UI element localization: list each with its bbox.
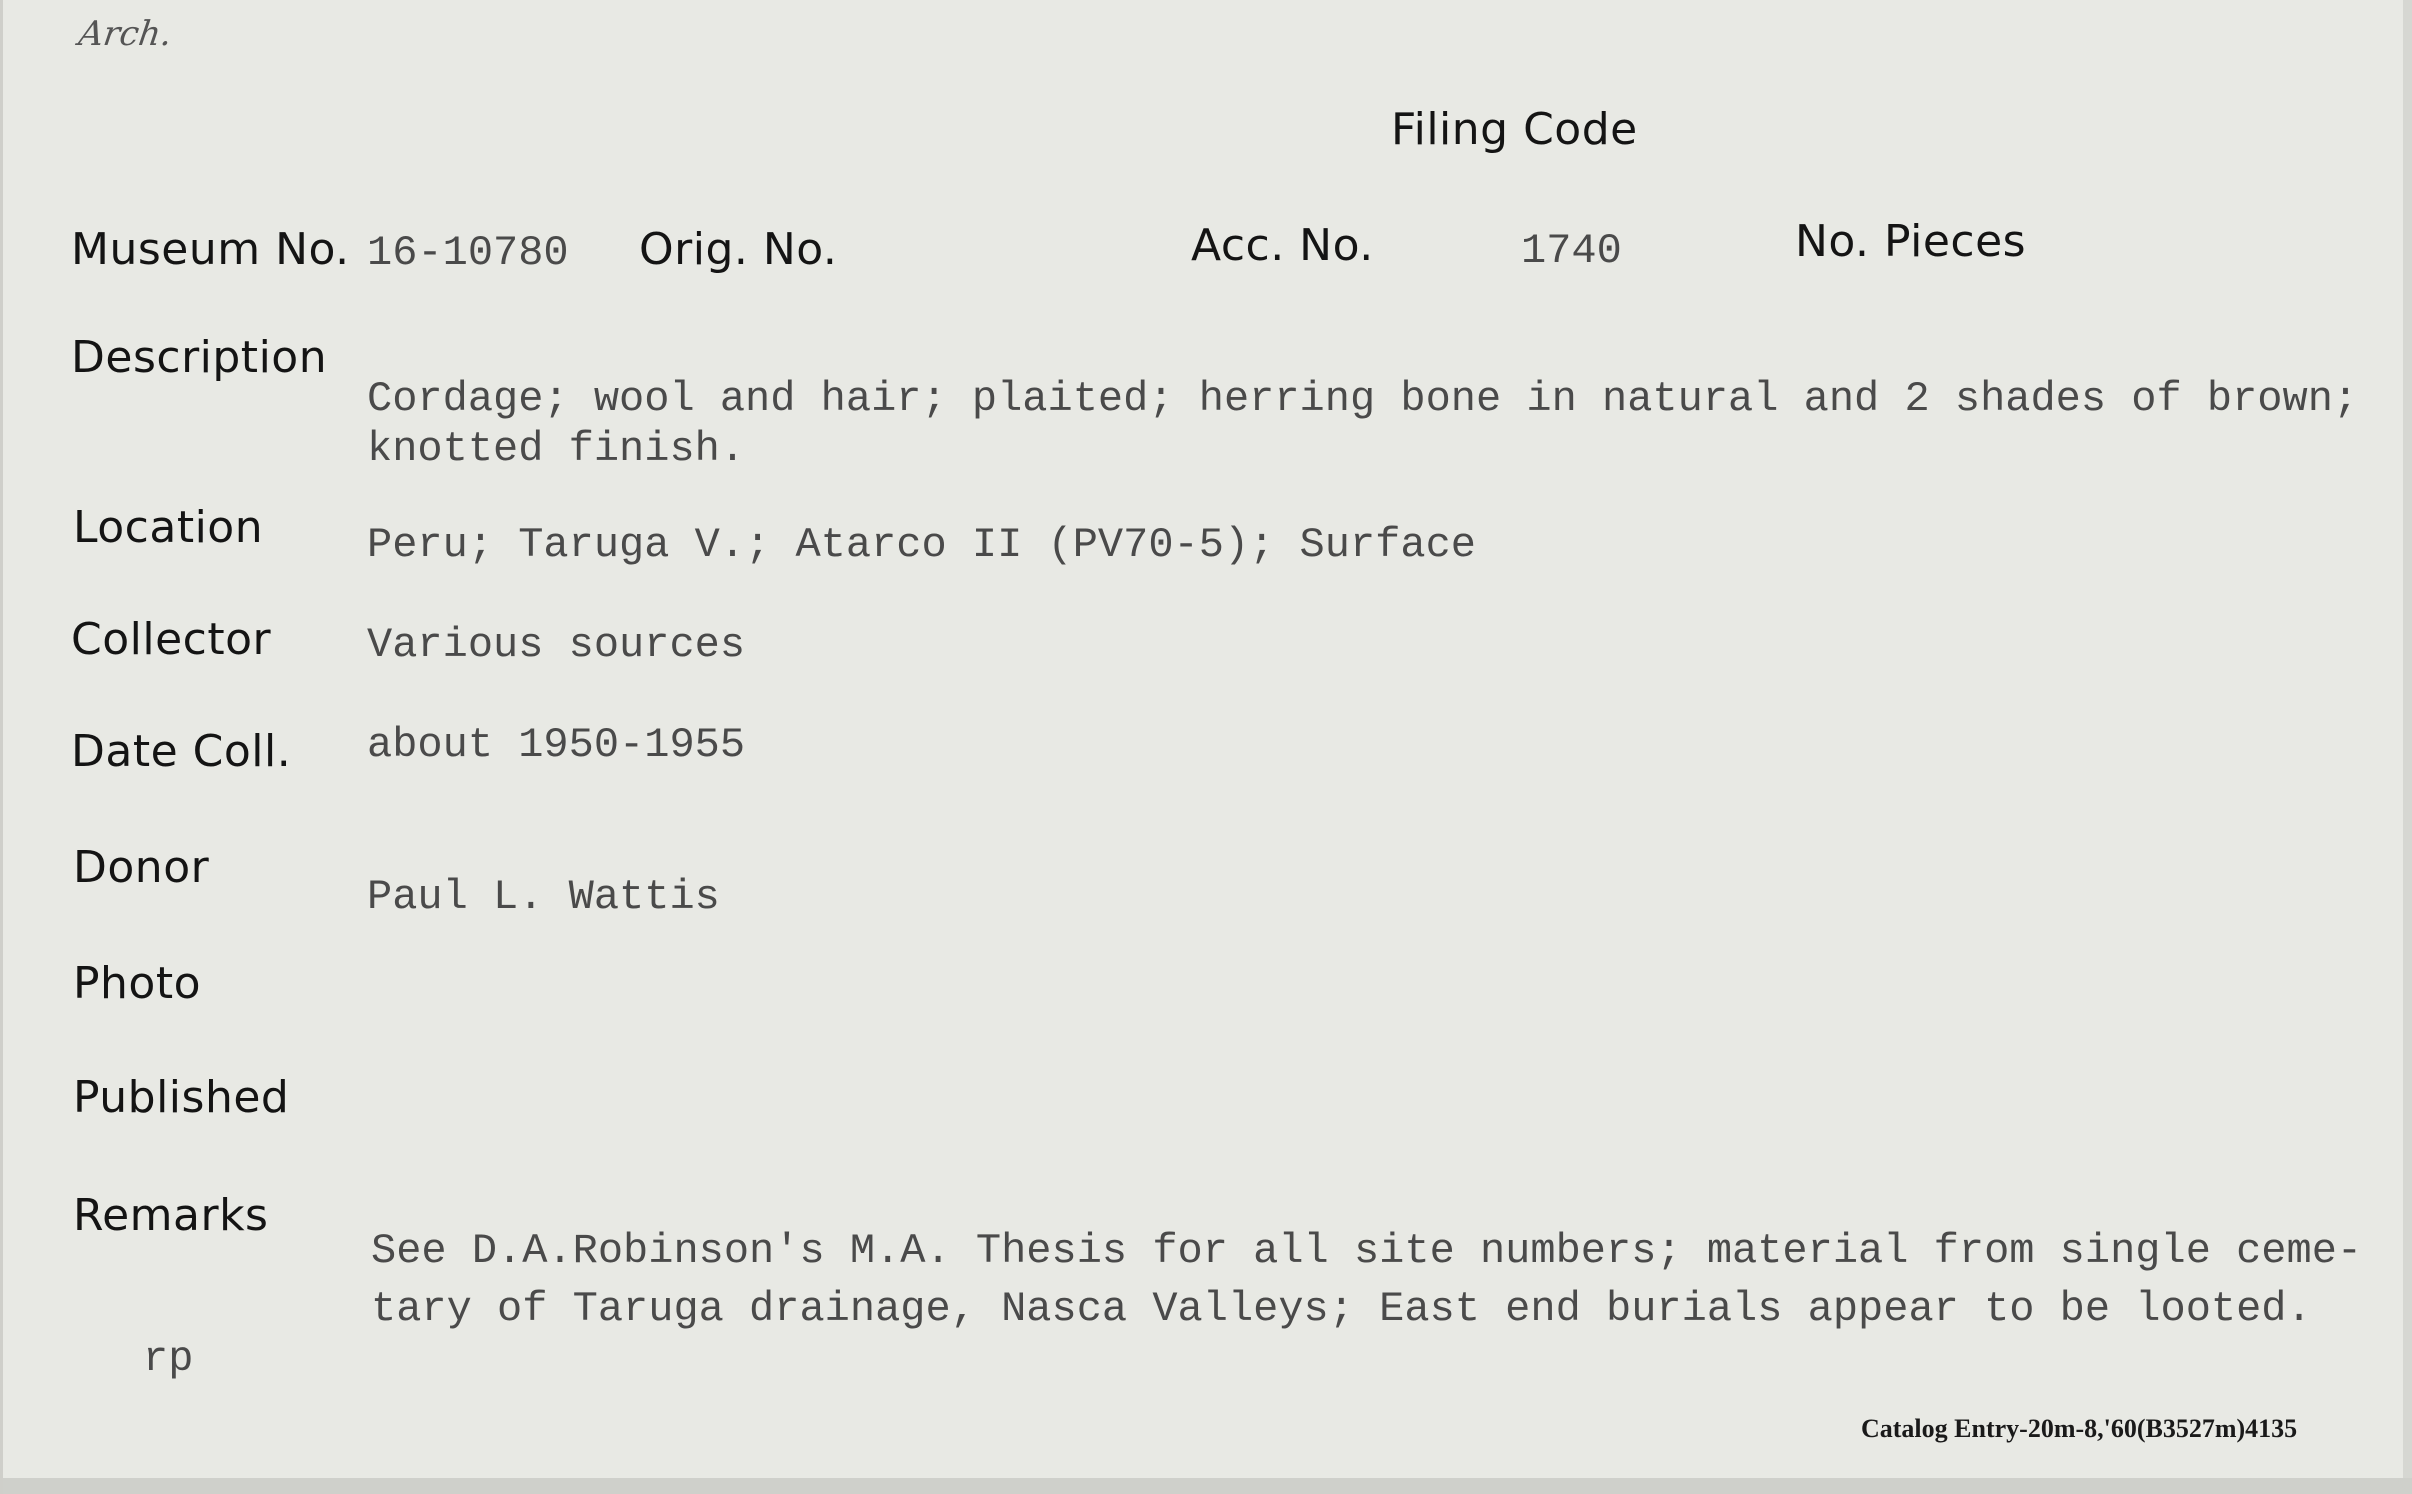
description-label: Description xyxy=(71,332,328,383)
location-value: Peru; Taruga V.; Atarco II (PV70-5); Surface xyxy=(367,521,1476,569)
filing-code-label: Filing Code xyxy=(1391,104,1638,155)
collector-value: Various sources xyxy=(367,621,746,669)
photo-label: Photo xyxy=(73,958,202,1009)
orig-no-label: Orig. No. xyxy=(639,224,838,275)
museum-no-value: 16-10780 xyxy=(367,229,569,277)
initials: rp xyxy=(143,1335,194,1383)
card-bottom-edge xyxy=(3,1478,2412,1494)
card-right-edge xyxy=(2403,0,2412,1494)
corner-note: Arch. xyxy=(76,14,175,54)
published-label: Published xyxy=(73,1072,290,1123)
location-label: Location xyxy=(73,502,264,553)
remarks-line-2: tary of Taruga drainage, Nasca Valleys; East end burials appear to be looted. xyxy=(371,1285,2312,1333)
collector-label: Collector xyxy=(71,614,272,665)
date-coll-value: about 1950-1955 xyxy=(367,721,746,769)
donor-label: Donor xyxy=(73,842,210,893)
acc-no-value: 1740 xyxy=(1521,227,1622,275)
remarks-label: Remarks xyxy=(73,1190,269,1241)
remarks-line-1: See D.A.Robinson's M.A. Thesis for all site numbers; material from single ceme- xyxy=(371,1227,2363,1275)
donor-value: Paul L. Wattis xyxy=(367,873,720,921)
description-line-2: knotted finish. xyxy=(367,425,746,473)
catalog-footer: Catalog Entry-20m-8,'60(B3527m)4135 xyxy=(1861,1414,2298,1443)
no-pieces-label: No. Pieces xyxy=(1795,216,2027,267)
museum-no-label: Museum No. xyxy=(71,224,350,275)
acc-no-label: Acc. No. xyxy=(1191,220,1374,271)
date-coll-label: Date Coll. xyxy=(71,726,292,777)
description-line-1: Cordage; wool and hair; plaited; herring bone in natural and 2 shades of brown; xyxy=(367,375,2359,423)
